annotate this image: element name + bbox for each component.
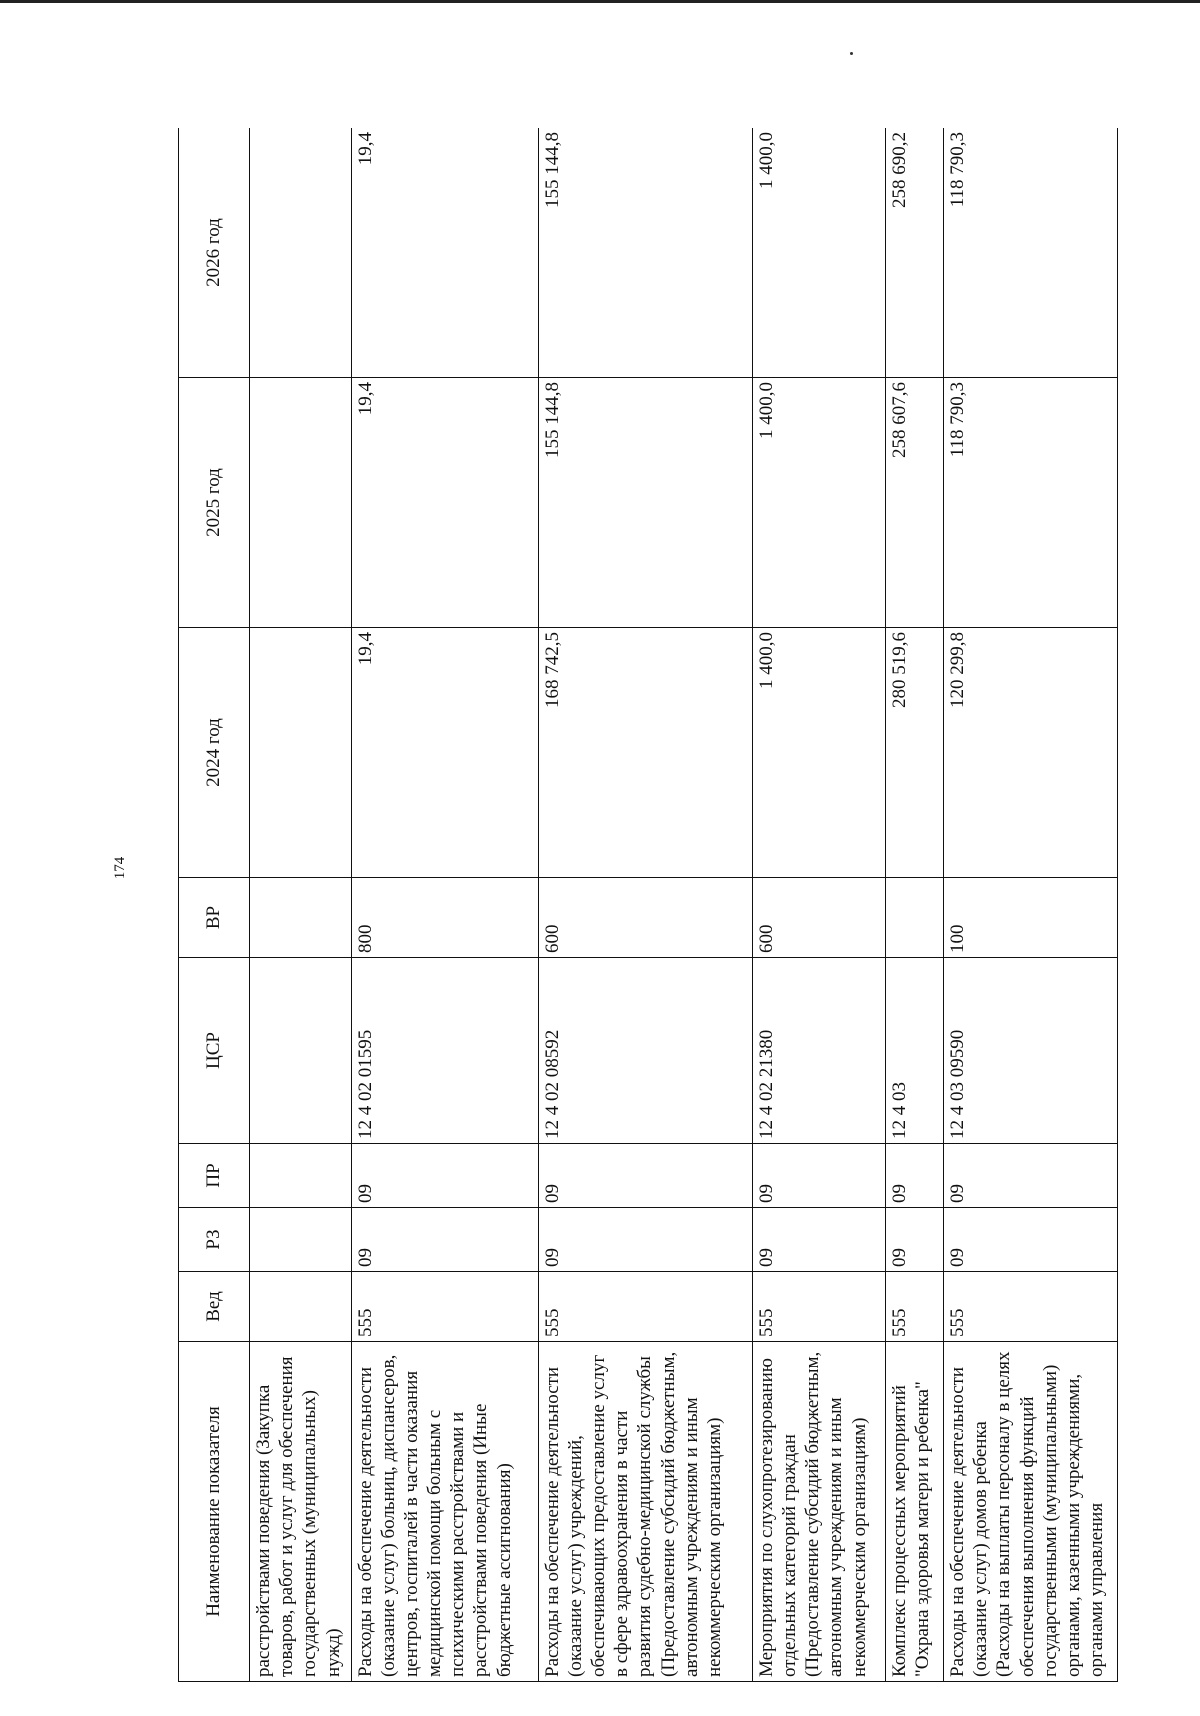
cell-2026 [250,128,352,378]
cell-2025: 258 607,6 [885,378,943,628]
cell-ved: 555 [885,1272,943,1342]
cell-name: Расходы на обеспечение деятельности (оказание услуг) больниц, диспансеров, центров, госпиталей в части оказания медицинской помощи больным с психическими расстройствами и расстройствами поведения (Иные бюджетные ассигнования) [351,1342,538,1682]
cell-vr: 800 [351,878,538,958]
cell-csr: 12 4 02 21380 [752,958,885,1144]
cell-pr [250,1144,352,1208]
cell-rz: 09 [351,1208,538,1272]
table-row [250,128,352,1682]
col-header-2025: 2025 год [179,378,250,628]
budget-table [178,128,1118,1682]
cell-vr: 100 [944,878,1118,958]
cell-2025: 19,4 [351,378,538,628]
cell-2024: 168 742,5 [538,628,752,878]
cell-2024: 120 299,8 [944,628,1118,878]
cell-2024: 280 519,6 [885,628,943,878]
cell-pr: 09 [351,1144,538,1208]
cell-pr: 09 [752,1144,885,1208]
cell-name: Расходы на обеспечение деятельности (оказание услуг) учреждений, обеспечивающих предоставление услуг в сфере здравоохранения в части развития судебно-медицинской службы (Предоставление субсидий бюджетным, автономным учреждениям и иным некоммерческим организациям) [538,1342,752,1682]
cell-2024: 1 400,0 [752,628,885,878]
cell-name: Комплекс процессных мероприятий "Охрана здоровья матери и ребенка" [885,1342,943,1682]
cell-name: расстройствами поведения (Закупка товаров, работ и услуг для обеспечения государственных (муниципальных) нужд) [250,1342,352,1682]
table-row [944,128,1118,1682]
cell-vr: 600 [538,878,752,958]
cell-2024 [250,628,352,878]
cell-vr: 600 [752,878,885,958]
cell-2026: 1 400,0 [752,128,885,378]
col-header-pr: ПР [179,1144,250,1208]
scan-edge-line [0,0,1200,3]
col-header-2026: 2026 год [179,128,250,378]
table-row [752,128,885,1682]
cell-2026: 155 144,8 [538,128,752,378]
table-row [885,128,943,1682]
cell-2026: 118 790,3 [944,128,1118,378]
cell-2026: 19,4 [351,128,538,378]
cell-2025: 118 790,3 [944,378,1118,628]
cell-ved: 555 [351,1272,538,1342]
col-header-rz: РЗ [179,1208,250,1272]
cell-ved: 555 [944,1272,1118,1342]
cell-ved [250,1272,352,1342]
table-header-row [179,128,250,1682]
cell-csr: 12 4 02 01595 [351,958,538,1144]
cell-csr: 12 4 03 09590 [944,958,1118,1144]
col-header-vr: ВР [179,878,250,958]
cell-rz: 09 [885,1208,943,1272]
cell-2026: 258 690,2 [885,128,943,378]
rotated-table-container [178,128,1118,1682]
col-header-name: Наименование показателя [179,1342,250,1682]
cell-pr: 09 [885,1144,943,1208]
cell-rz [250,1208,352,1272]
cell-ved: 555 [538,1272,752,1342]
col-header-csr: ЦСР [179,958,250,1144]
cell-csr [250,958,352,1144]
table-row [351,128,538,1682]
cell-2024: 19,4 [351,628,538,878]
cell-rz: 09 [752,1208,885,1272]
table-row [538,128,752,1682]
scan-speck [850,52,853,55]
cell-pr: 09 [538,1144,752,1208]
page-number: 174 [112,856,128,880]
cell-pr: 09 [944,1144,1118,1208]
cell-csr: 12 4 03 [885,958,943,1144]
cell-2025: 1 400,0 [752,378,885,628]
cell-name: Расходы на обеспечение деятельности (оказание услуг) домов ребенка (Расходы на выплаты персоналу в целях обеспечения выполнения функций государственными (муниципальными) органами, казенными учреждениями, органами управления [944,1342,1118,1682]
cell-rz: 09 [944,1208,1118,1272]
cell-2025 [250,378,352,628]
cell-csr: 12 4 02 08592 [538,958,752,1144]
cell-vr [250,878,352,958]
cell-name: Мероприятия по слухопротезированию отдельных категорий граждан (Предоставление субсидий бюджетным, автономным учреждениям и иным некоммерческим организациям) [752,1342,885,1682]
col-header-ved: Вед [179,1272,250,1342]
cell-ved: 555 [752,1272,885,1342]
cell-rz: 09 [538,1208,752,1272]
cell-vr [885,878,943,958]
col-header-2024: 2024 год [179,628,250,878]
cell-2025: 155 144,8 [538,378,752,628]
